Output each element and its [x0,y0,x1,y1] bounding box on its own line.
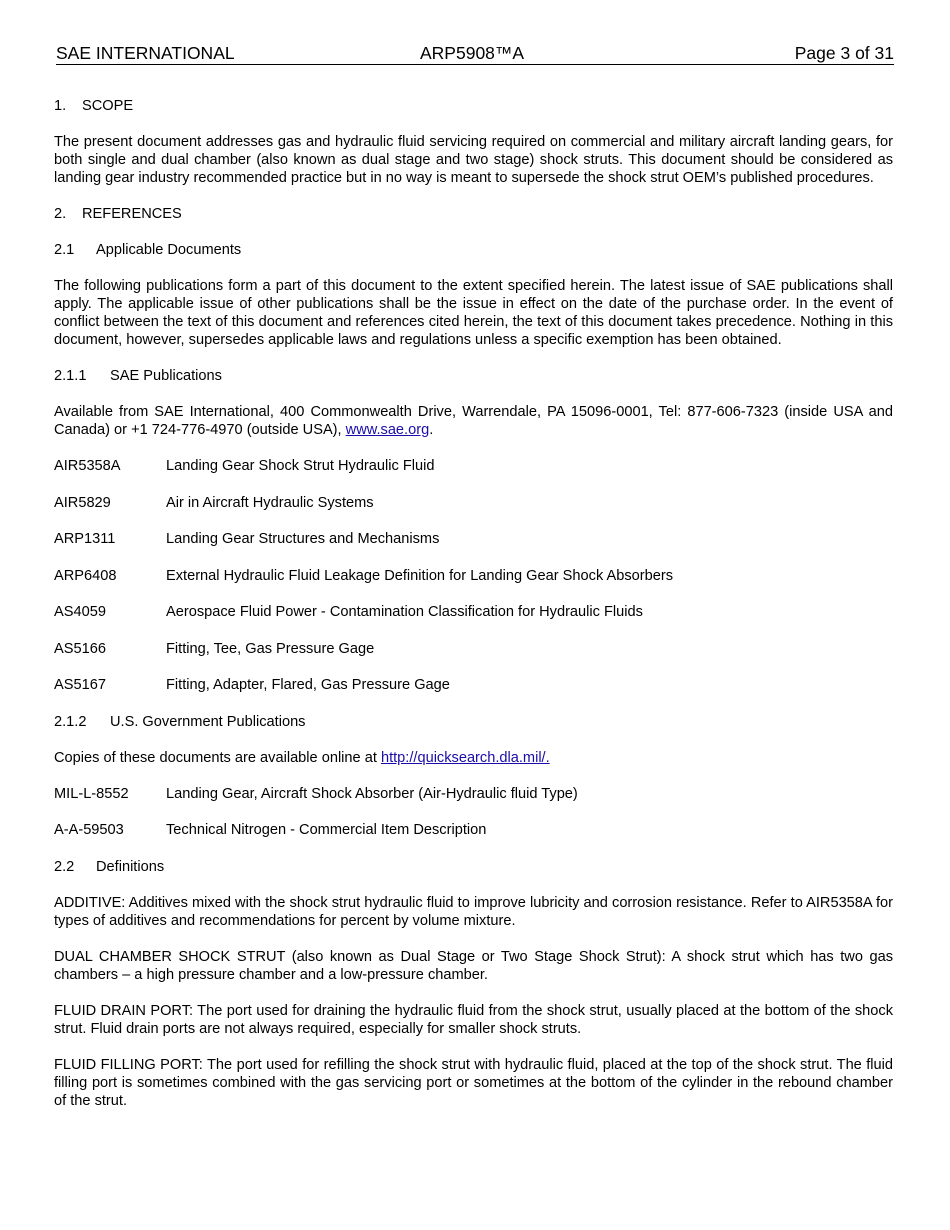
reference-id: ARP6408 [54,567,117,584]
section-number: 2.1.2 [54,713,87,730]
section-heading-gov-publications [54,713,893,731]
definition-paragraph: FLUID FILLING PORT: The port used for refilling the shock strut with hydraulic fluid, placed at the top of the shock strut. The fluid filling port is sometimes combined with the gas servicing port or sometimes at the bottom of the cylinder in the rebound chamber of the strut. [54,1056,893,1109]
section-heading-definitions [54,858,893,876]
definition-paragraph: FLUID DRAIN PORT: The port used for draining the hydraulic fluid from the shock strut, usually placed at the bottom of the shock strut. Fluid drain ports are not always required, especially for smaller shock struts. [54,1002,893,1037]
section-heading-applicable-documents [54,241,893,259]
reference-title: Technical Nitrogen - Commercial Item Description [166,822,487,838]
section-title: SAE Publications [110,368,222,384]
applicable-documents-paragraph: The following publications form a part of this document to the extent specified herein. The latest issue of SAE publications shall apply. The applicable issue of other publications shall be the issue in effect on the date of the purchase order. In the event of conflict between the text of this document and references cited herein, the text of this document takes precedence. Nothing in this document, however, supersedes applicable laws and regulations unless a specific exemption has been obtained. [54,278,893,348]
sae-website-link[interactable]: www.sae.org [345,422,430,438]
reference-row [54,567,893,585]
reference-id: MIL-L-8552 [54,785,129,802]
gov-availability-text: Copies of these documents are available online at [54,749,381,766]
reference-id: A-A-59503 [54,822,124,838]
section-number: 2. [54,206,67,222]
reference-title: Landing Gear Shock Strut Hydraulic Fluid [166,458,435,474]
reference-row [54,640,893,658]
section-heading-sae-publications [54,367,893,385]
section-title: REFERENCES [82,206,182,222]
section-number: 2.1.1 [54,368,87,384]
reference-row [54,676,893,694]
reference-row [54,457,893,475]
reference-row [54,821,893,839]
section-number: 2.1 [54,242,75,258]
reference-title: Landing Gear, Aircraft Shock Absorber (Air-Hydraulic fluid Type) [166,785,578,802]
quicksearch-link[interactable]: http://quicksearch.dla.mil/. [380,749,550,766]
reference-title: Fitting, Tee, Gas Pressure Gage [166,640,375,657]
reference-id: AIR5358A [54,458,121,474]
section-title: Applicable Documents [96,242,242,258]
page-header [56,43,894,65]
reference-title: External Hydraulic Fluid Leakage Definition for Landing Gear Shock Absorbers [166,567,674,584]
section-title: Definitions [96,858,165,875]
reference-title: Air in Aircraft Hydraulic Systems [166,494,374,511]
reference-row [54,494,893,512]
section-heading-scope [54,97,893,115]
reference-row [54,530,893,548]
section-number: 2.2 [54,858,75,875]
section-title: SCOPE [82,98,134,114]
definition-paragraph: ADDITIVE: Additives mixed with the shock strut hydraulic fluid to improve lubricity and corrosion resistance. Refer to AIR5358A for types of additives and recommendations for percent by volume mixture. [54,894,893,929]
reference-id: ARP1311 [54,531,116,547]
section-heading-references [54,205,893,223]
reference-row [54,785,893,803]
sae-availability-text-end: . [429,422,434,438]
header-page-number: Page 3 of 31 [794,43,894,63]
reference-title: Aerospace Fluid Power - Contamination Classification for Hydraulic Fluids [166,604,643,620]
gov-availability-paragraph [54,749,893,767]
scope-paragraph: The present document addresses gas and hydraulic fluid servicing required on commercial and military aircraft landing gears, for both single and dual chamber (also known as dual stage and two stage) shock struts. This document should be considered as landing gear industry recommended practice but in no way is meant to supersede the shock strut OEM’s published procedures. [54,134,893,186]
sae-availability-paragraph [54,403,893,439]
reference-id: AS5166 [54,640,106,657]
sae-reference-list [54,457,893,694]
reference-id: AS4059 [54,604,106,620]
gov-reference-list [54,785,893,840]
reference-title: Landing Gear Structures and Mechanisms [166,531,440,547]
header-organization: SAE INTERNATIONAL [56,43,235,63]
reference-id: AIR5829 [54,494,111,511]
section-number: 1. [54,98,67,114]
definition-paragraph: DUAL CHAMBER SHOCK STRUT (also known as Dual Stage or Two Stage Shock Strut): A shock strut which has two gas chambers – a high pressure chamber and a low-pressure chamber. [54,948,893,983]
reference-title: Fitting, Adapter, Flared, Gas Pressure Gage [166,677,450,693]
sae-availability-text: Available from SAE International, 400 Commonwealth Drive, Warrendale, PA 15096-0001, Tel: 877-606-7323 (inside USA and Canada) or +1 724-776-4970 (outside USA), [54,404,893,438]
document-body [54,97,893,1128]
section-title: U.S. Government Publications [110,713,306,730]
reference-id: AS5167 [54,677,106,693]
reference-row [54,603,893,621]
header-document-id: ARP5908™A [420,43,525,63]
